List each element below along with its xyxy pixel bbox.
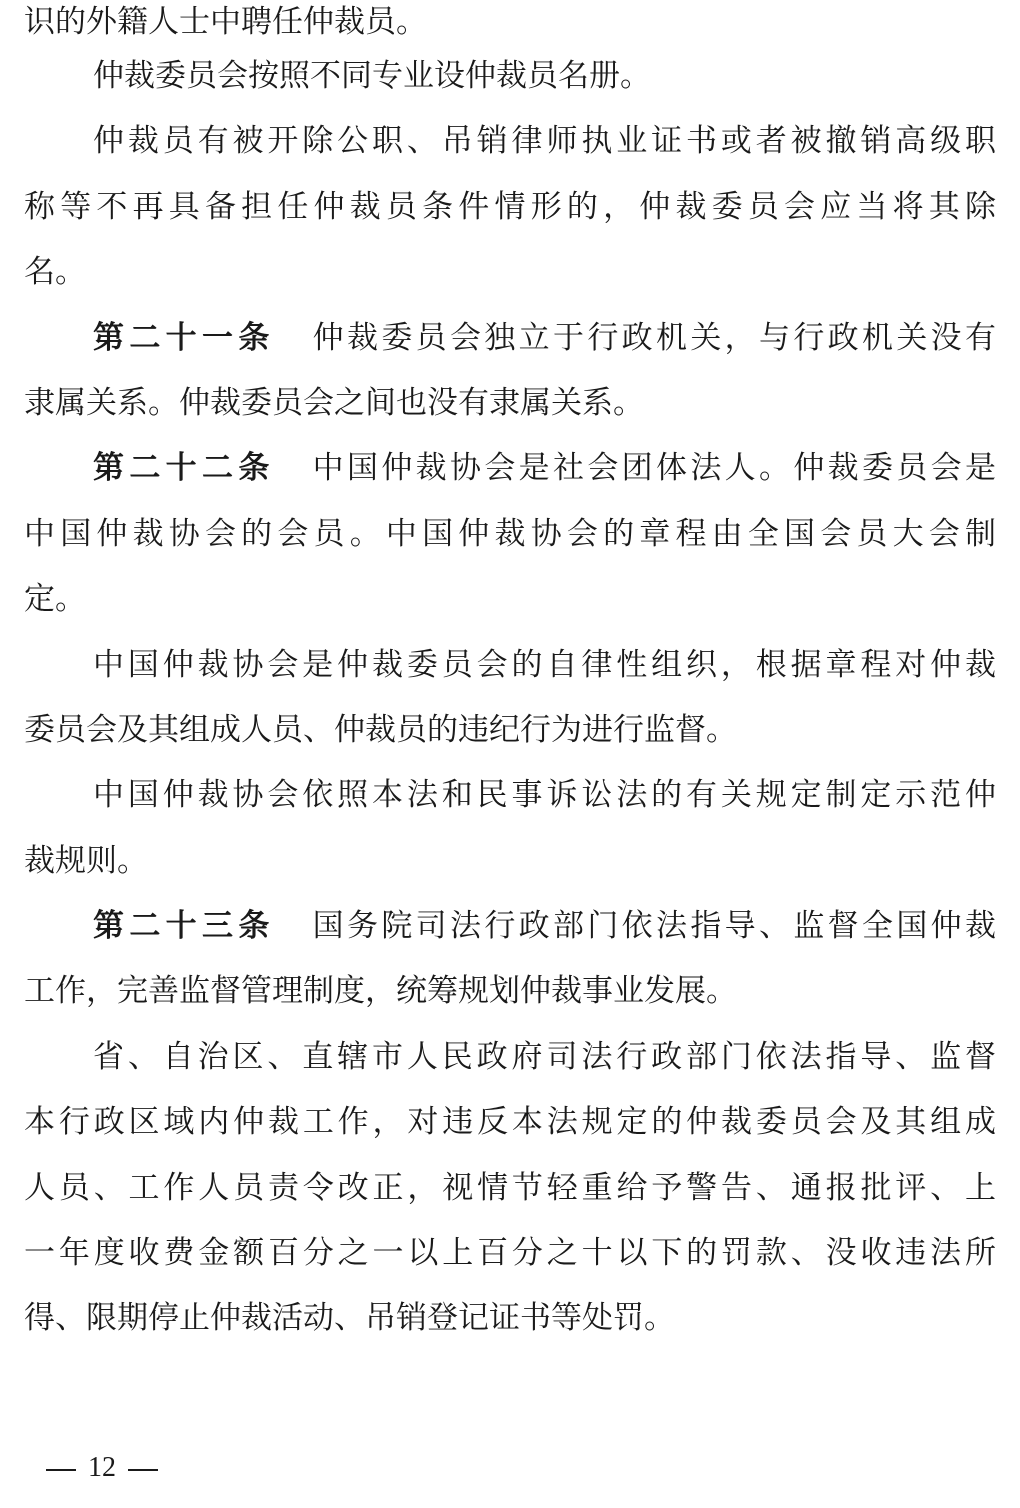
paragraph-line: 隶属关系。仲裁委员会之间也没有隶属关系。 <box>24 384 644 421</box>
article-23-line <box>24 894 996 959</box>
paragraph-line: 裁规则。 <box>24 842 148 879</box>
document-body <box>24 0 996 1352</box>
article-heading: 第二十二条 <box>93 450 275 487</box>
paragraph-line: 委员会及其组成人员、仲裁员的违纪行为进行监督。 <box>24 711 737 748</box>
article-22-line <box>24 436 996 501</box>
footer-dash-right <box>128 1469 158 1471</box>
paragraph-line: 得、限期停止仲裁活动、吊销登记证书等处罚。 <box>24 1300 675 1337</box>
article-heading: 第二十一条 <box>93 319 275 356</box>
paragraph-line: 仲裁员有被开除公职、吊销律师执业证书或者被撤销高级职 <box>93 123 996 160</box>
paragraph-line: 省、自治区、直辖市人民政府司法行政部门依法指导、监督 <box>93 1038 996 1075</box>
paragraph-line: 中国仲裁协会依照本法和民事诉讼法的有关规定制定示范仲 <box>93 777 996 814</box>
paragraph-line: 识的外籍人士中聘任仲裁员。 <box>24 4 427 40</box>
paragraph-line: 名。 <box>24 254 86 291</box>
paragraph-line: 中国仲裁协会的会员。中国仲裁协会的章程由全国会员大会制 <box>24 515 996 552</box>
paragraph-line: 工作，完善监督管理制度，统筹规划仲裁事业发展。 <box>24 973 737 1010</box>
article-text: 仲裁委员会独立于行政机关，与行政机关没有 <box>312 319 996 356</box>
paragraph-line: 本行政区域内仲裁工作，对违反本法规定的仲裁委员会及其组成 <box>24 1104 996 1141</box>
footer-dash-left <box>46 1469 76 1471</box>
paragraph-line: 中国仲裁协会是仲裁委员会的自律性组织，根据章程对仲裁 <box>93 646 996 683</box>
article-heading: 第二十三条 <box>93 908 275 945</box>
paragraph-line: 一年度收费金额百分之一以上百分之十以下的罚款、没收违法所 <box>24 1235 996 1272</box>
paragraph-line: 人员、工作人员责令改正，视情节轻重给予警告、通报批评、上 <box>24 1169 996 1206</box>
article-text: 中国仲裁协会是社会团体法人。仲裁委员会是 <box>312 450 996 487</box>
paragraph-line: 定。 <box>24 581 86 618</box>
article-21-line <box>24 306 996 371</box>
page-footer <box>34 1452 170 1484</box>
article-text: 国务院司法行政部门依法指导、监督全国仲裁 <box>312 908 996 945</box>
paragraph-line: 仲裁委员会按照不同专业设仲裁员名册。 <box>93 58 651 94</box>
paragraph-line: 称等不再具备担任仲裁员条件情形的，仲裁委员会应当将其除 <box>24 188 996 225</box>
page-number: 12 <box>88 1452 116 1483</box>
